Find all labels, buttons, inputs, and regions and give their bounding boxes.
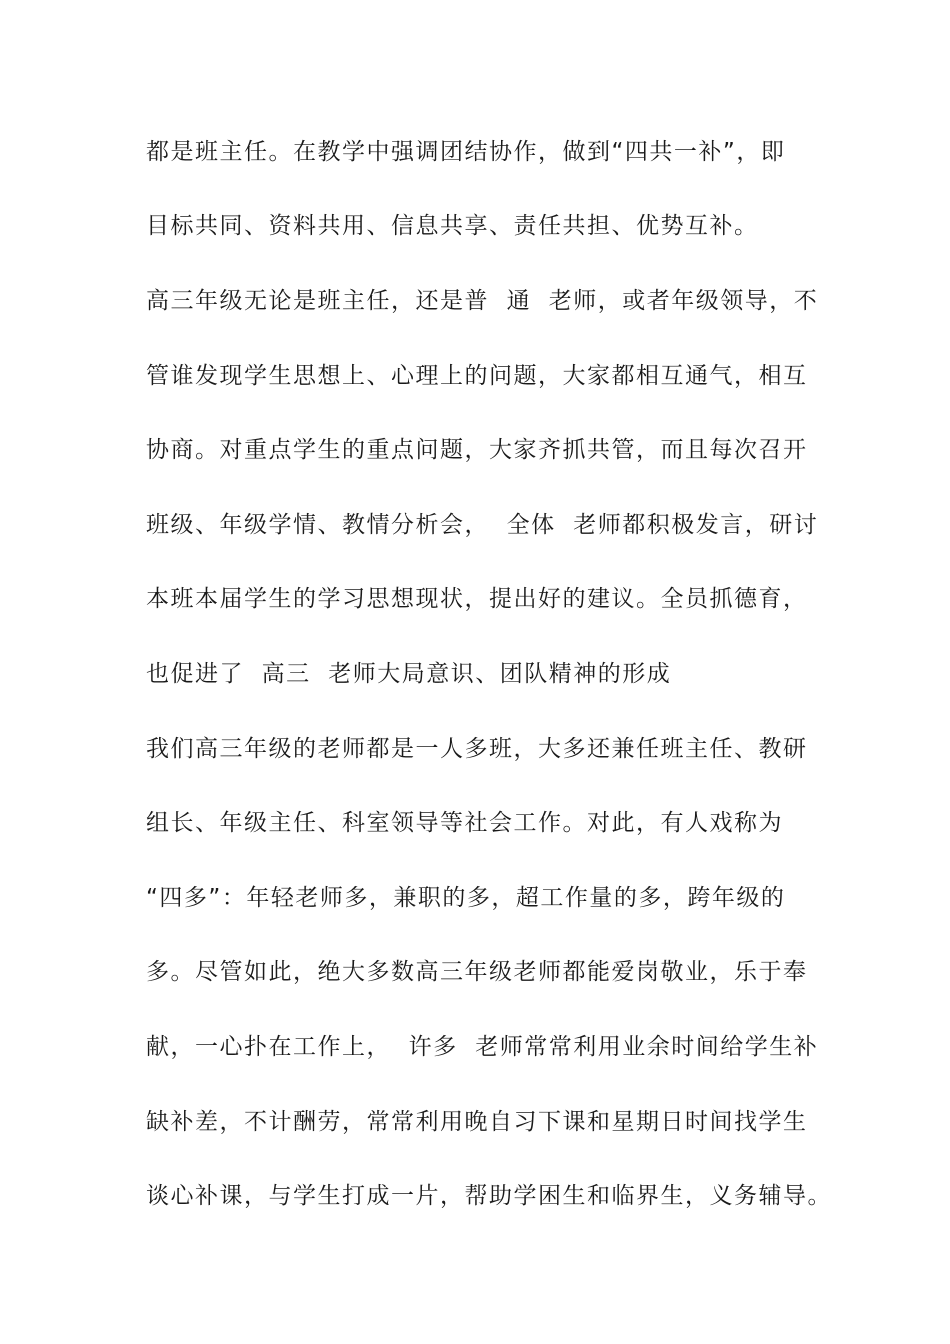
text-line-3: 高三年级无论是班主任，还是普 通 老师，或者年级领导，不 <box>146 288 819 314</box>
text-line-8: 也促进了 高三 老师大局意识、团队精神的形成 <box>146 661 672 687</box>
text-line-11: “四多”：年轻老师多，兼职的多，超工作量的多，跨年级的 <box>146 885 786 911</box>
text-line-10: 组长、年级主任、科室领导等社会工作。对此，有人戏称为 <box>146 810 783 836</box>
text-line-7: 本班本届学生的学习思想现状，提出好的建议。全员抓德育， <box>146 586 808 612</box>
text-line-9: 我们高三年级的老师都是一人多班，大多还兼任班主任、教研 <box>146 736 808 762</box>
text-line-4: 管谁发现学生思想上、心理上的问题，大家都相互通气，相互 <box>146 363 808 389</box>
text-line-2: 目标共同、资料共用、信息共享、责任共担、优势互补。 <box>146 213 759 239</box>
text-line-6: 班级、年级学情、教情分析会， 全体 老师都积极发言，研讨 <box>146 512 819 538</box>
text-line-1: 都是班主任。在教学中强调团结协作，做到“四共一补”，即 <box>146 139 786 165</box>
text-line-15: 谈心补课，与学生打成一片，帮助学困生和临界生，义务辅导。 <box>146 1183 832 1209</box>
text-line-5: 协商。对重点学生的重点问题，大家齐抓共管，而且每次召开 <box>146 437 808 463</box>
text-line-13: 献，一心扑在工作上， 许多 老师常常利用业余时间给学生补 <box>146 1034 819 1060</box>
text-line-14: 缺补差，不计酬劳，常常利用晚自习下课和星期日时间找学生 <box>146 1109 808 1135</box>
text-line-12: 多。尽管如此，绝大多数高三年级老师都能爱岗敬业，乐于奉 <box>146 959 808 985</box>
